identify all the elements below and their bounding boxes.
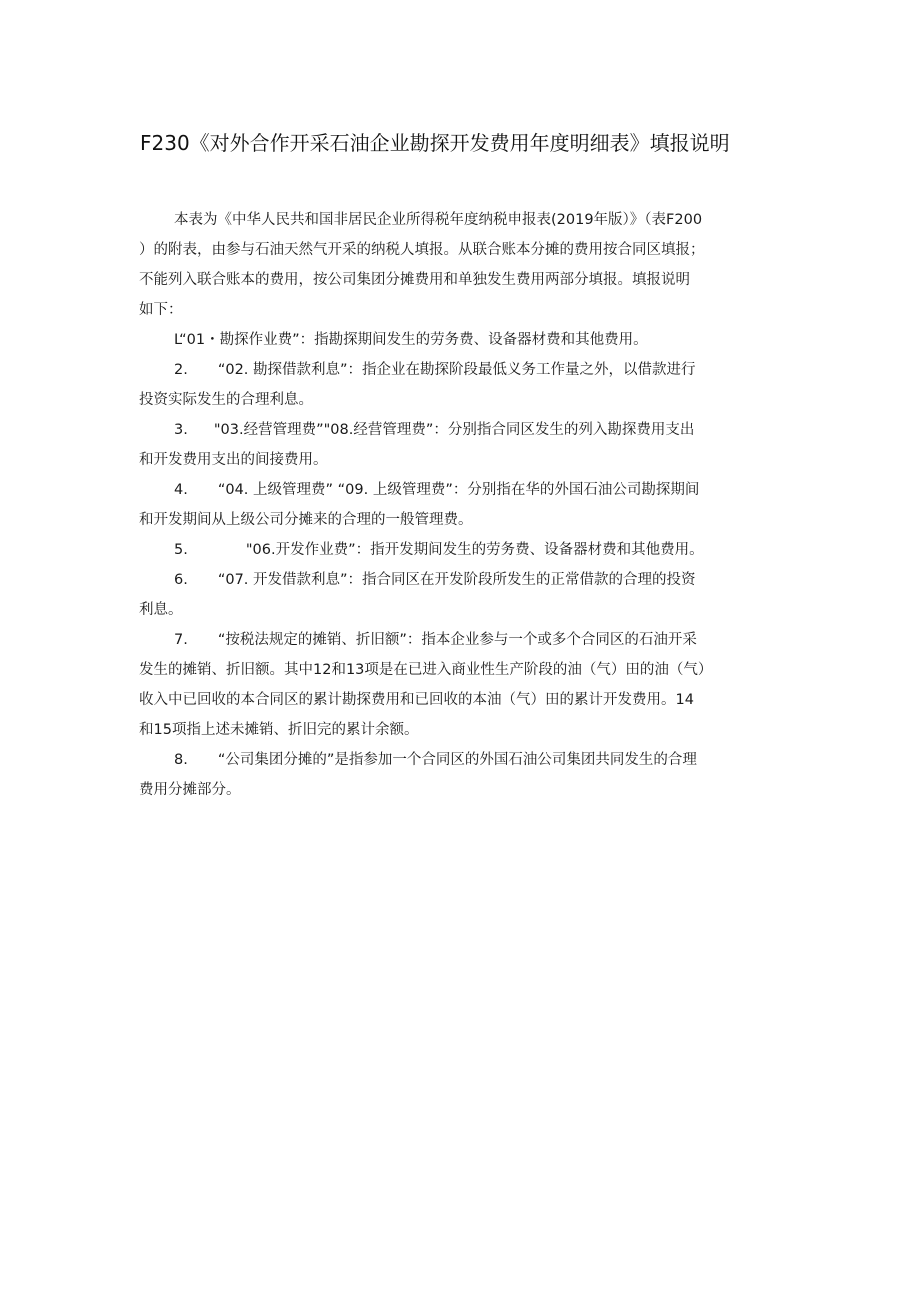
item-line: 发生的摊销、折旧额。其中12和13项是在已进入商业性生产阶段的油（气）田的油（气） (139, 662, 713, 678)
item-line: 和开发期间从上级公司分摊来的合理的一般管理费。 (139, 512, 473, 528)
item-number: L (174, 332, 180, 348)
document-title: F230《对外合作开采石油企业勘探开发费用年度明细表》填报说明 (140, 131, 730, 155)
item-text: "06.开发作业费”：指开发期间发生的劳务费、设备器材费和其他费用。 (245, 542, 704, 558)
item-4 (139, 475, 785, 535)
item-text: "03.经营管理费”"08.经营管理费”：分别指合同区发生的列入勘探费用支出 (213, 422, 695, 438)
item-line (139, 475, 785, 505)
item-text: “07. 开发借款利息”：指合同区在开发阶段所发生的正常借款的合理的投资 (217, 572, 696, 588)
item-text: “04. 上级管理费” “09. 上级管理费”：分别指在华的外国石油公司勘探期间 (217, 482, 700, 498)
intro-line: 本表为《中华人民共和国非居民企业所得税年度纳税申报表(2019年版）》（表F200 (174, 212, 703, 228)
item-line: 和15项指上述未摊销、折旧完的累计余额。 (139, 722, 419, 738)
item-number: 2. (174, 362, 188, 378)
item-line: 和开发费用支出的间接费用。 (139, 452, 328, 468)
intro-paragraph (139, 205, 785, 325)
item-3 (139, 415, 785, 475)
item-7 (139, 625, 785, 745)
item-number: 3. (174, 422, 188, 438)
item-line (139, 325, 785, 355)
item-line (139, 355, 785, 385)
item-line: 利息。 (139, 602, 183, 618)
item-line: 投资实际发生的合理利息。 (139, 392, 313, 408)
intro-line: ）的附表，由参与石油天然气开采的纳税人填报。从联合账本分摊的费用按合同区填报； (139, 242, 705, 258)
item-line (139, 415, 785, 445)
item-text: “公司集团分摊的”是指参加一个合同区的外国石油公司集团共同发生的合理 (217, 752, 697, 768)
item-2 (139, 355, 785, 415)
item-number: 4. (174, 482, 188, 498)
item-line: 费用分摊部分。 (139, 782, 241, 798)
document-body (139, 205, 785, 805)
item-line (139, 625, 785, 655)
item-1 (139, 325, 785, 355)
item-number: 8. (174, 752, 188, 768)
item-5 (139, 535, 785, 565)
item-line (139, 535, 785, 565)
item-number: 6. (174, 572, 188, 588)
item-text: “02. 勘探借款利息”：指企业在勘探阶段最低义务工作量之外，以借款进行 (217, 362, 696, 378)
item-line (139, 565, 785, 595)
item-line (139, 745, 785, 775)
intro-line: 如下： (139, 302, 183, 318)
item-number: 5. (174, 542, 188, 558)
item-8 (139, 745, 785, 805)
item-line: 收入中已回收的本合同区的累计勘探费用和已回收的本油（气）田的累计开发费用。14 (139, 692, 694, 708)
item-number: 7. (174, 632, 188, 648)
item-6 (139, 565, 785, 625)
item-text: “01・勘探作业费”：指勘探期间发生的劳务费、设备器材费和其他费用。 (179, 332, 648, 348)
item-text: “按税法规定的摊销、折旧额”：指本企业参与一个或多个合同区的石油开采 (217, 632, 697, 648)
intro-line: 不能列入联合账本的费用，按公司集团分摊费用和单独发生费用两部分填报。填报说明 (139, 272, 690, 288)
